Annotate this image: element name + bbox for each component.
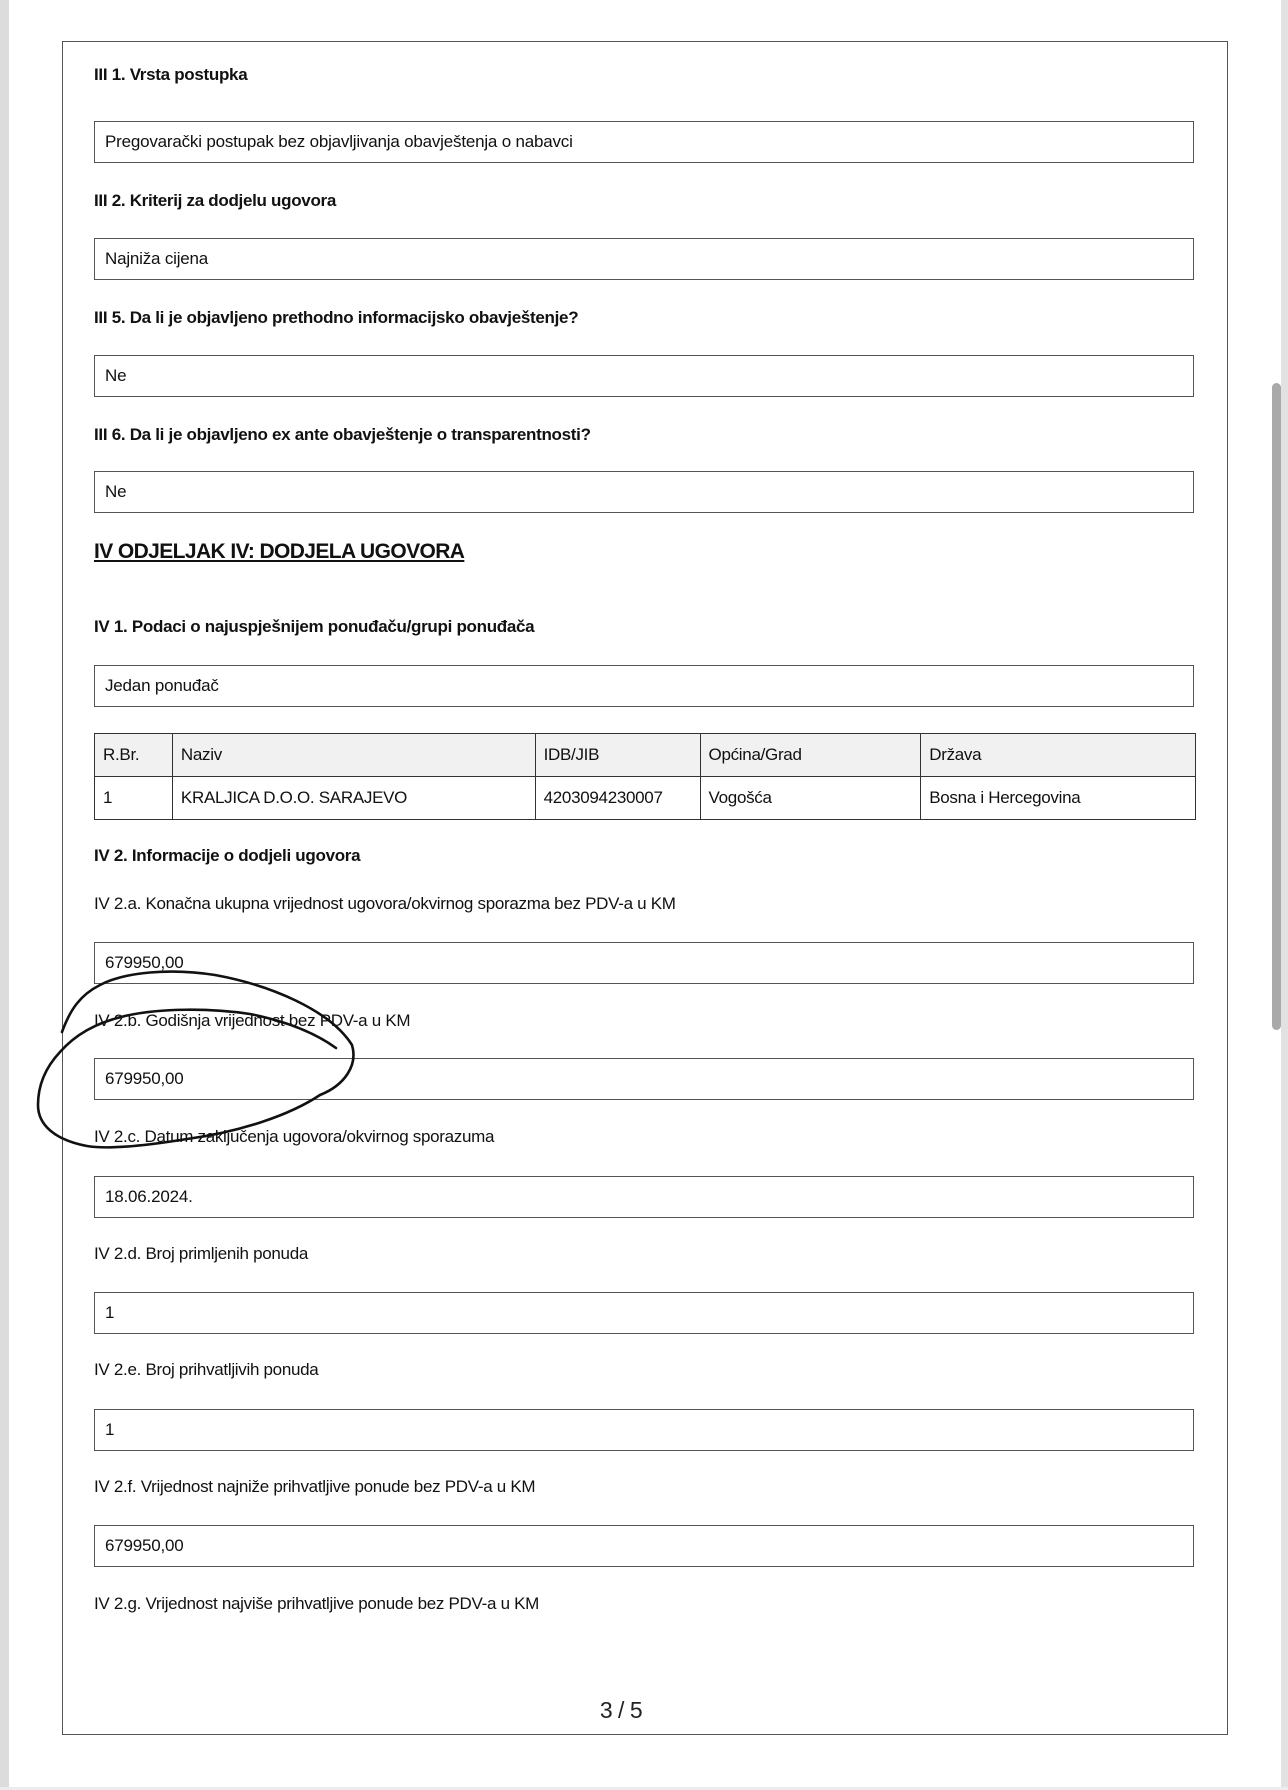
- scrollbar-thumb[interactable]: [1272, 383, 1281, 1030]
- table-header-cell: IDB/JIB: [535, 734, 700, 777]
- label-iii-5: III 5. Da li je objavljeno prethodno informacijsko obavještenje?: [94, 308, 579, 327]
- table-cell: Bosna i Hercegovina: [921, 777, 1196, 820]
- scrollbar-track[interactable]: [1281, 0, 1288, 1790]
- table-header-cell: R.Br.: [95, 734, 173, 777]
- table-cell: KRALJICA D.O.O. SARAJEVO: [172, 777, 535, 820]
- field-iv-2f-value: 679950,00: [94, 1525, 1194, 1567]
- table-header-cell: Država: [921, 734, 1196, 777]
- field-iii-2-value: Najniža cijena: [94, 238, 1194, 280]
- table-row: [95, 777, 1196, 820]
- page-indicator: 3 / 5: [599, 1697, 643, 1723]
- label-iv-2g: IV 2.g. Vrijednost najviše prihvatljive ponude bez PDV-a u KM: [94, 1594, 540, 1613]
- label-iv-2b: IV 2.b. Godišnja vrijednost bez PDV-a u KM: [94, 1011, 411, 1030]
- field-iii-1-value: Pregovarački postupak bez objavljivanja obavještenja o nabavci: [94, 121, 1194, 163]
- label-iv-2d: IV 2.d. Broj primljenih ponuda: [94, 1244, 309, 1263]
- field-iv-2c-value: 18.06.2024.: [94, 1176, 1194, 1218]
- label-iv-2: IV 2. Informacije o dodjeli ugovora: [94, 846, 361, 865]
- field-iii-6-value: Ne: [94, 471, 1194, 513]
- field-iii-5-value: Ne: [94, 355, 1194, 397]
- label-iv-2a: IV 2.a. Konačna ukupna vrijednost ugovora/okvirnog sporazma bez PDV-a u KM: [94, 894, 676, 913]
- table-header-row: [95, 734, 1196, 777]
- label-iv-2f: IV 2.f. Vrijednost najniže prihvatljive ponude bez PDV-a u KM: [94, 1477, 536, 1496]
- field-iv-2e-value: 1: [94, 1409, 1194, 1451]
- label-iii-1: III 1. Vrsta postupka: [94, 65, 248, 84]
- label-iv-2e: IV 2.e. Broj prihvatljivih ponuda: [94, 1360, 319, 1379]
- label-iii-6: III 6. Da li je objavljeno ex ante obavještenje o transparentnosti?: [94, 425, 591, 444]
- field-iv-2d-value: 1: [94, 1292, 1194, 1334]
- section-heading-iv: IV ODJELJAK IV: DODJELA UGOVORA: [94, 540, 465, 563]
- label-iii-2: III 2. Kriterij za dodjelu ugovora: [94, 191, 337, 210]
- table-cell: 1: [95, 777, 173, 820]
- table-header-cell: Općina/Grad: [700, 734, 921, 777]
- bidder-table: [94, 733, 1196, 820]
- field-iv-1-value: Jedan ponuđač: [94, 665, 1194, 707]
- table-header-cell: Naziv: [172, 734, 535, 777]
- table-cell: Vogošća: [700, 777, 921, 820]
- field-iv-2b-value: 679950,00: [94, 1058, 1194, 1100]
- label-iv-1: IV 1. Podaci o najuspješnijem ponuđaču/grupi ponuđača: [94, 617, 535, 636]
- label-iv-2c: IV 2.c. Datum zaključenja ugovora/okvirnog sporazuma: [94, 1127, 495, 1146]
- viewer-left-edge: [0, 0, 9, 1790]
- field-iv-2a-value: 679950,00: [94, 942, 1194, 984]
- table-cell: 4203094230007: [535, 777, 700, 820]
